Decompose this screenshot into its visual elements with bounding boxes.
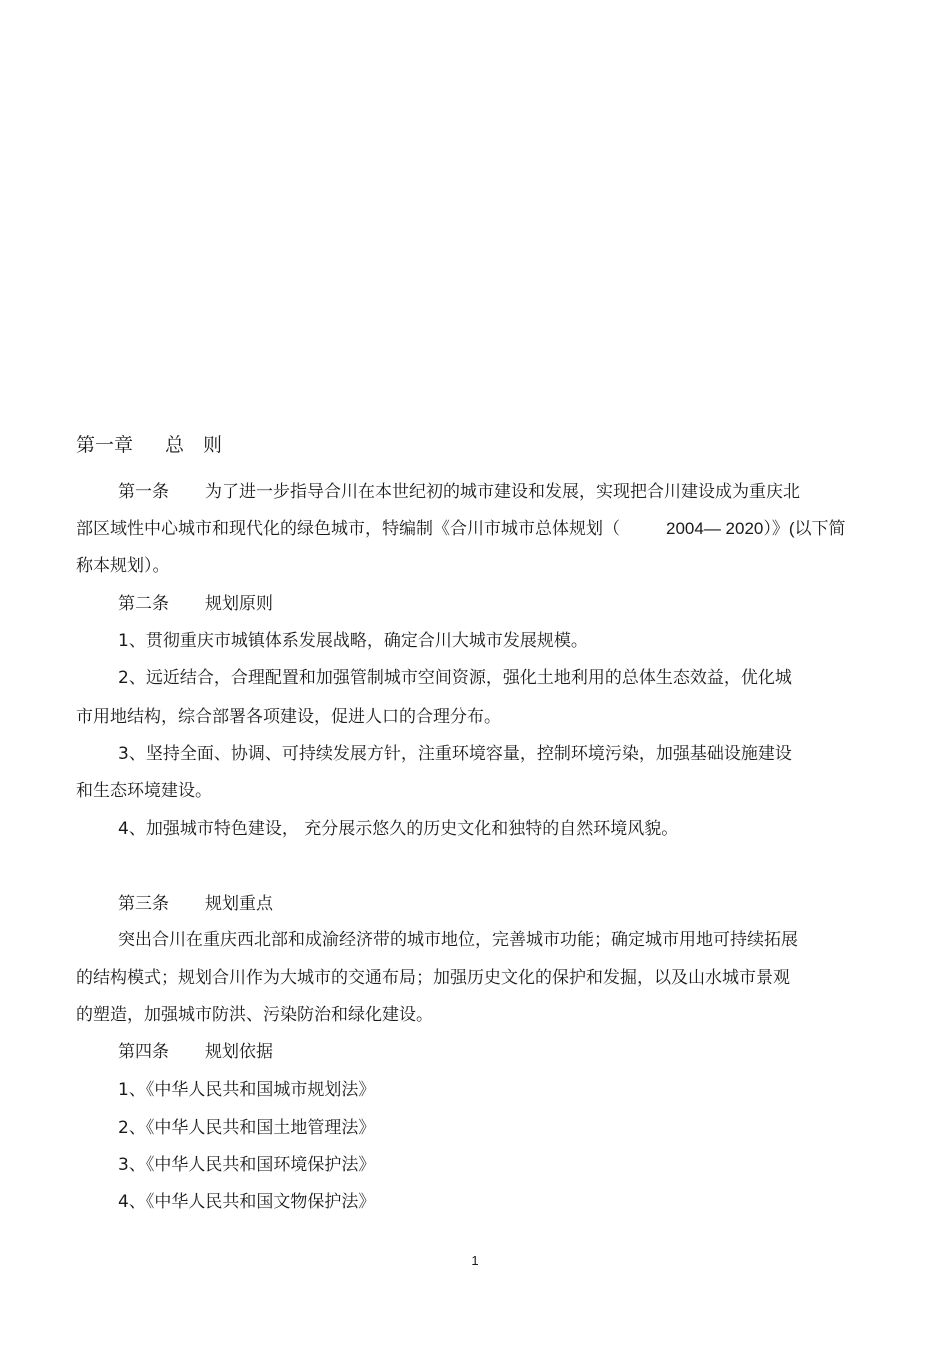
article2-item2-line1: 2、远近结合，合理配置和加强管制城市空间资源，强化土地利用的总体生态效益，优化城: [118, 668, 792, 688]
article4-item: 1、《中华人民共和国城市规划法》: [118, 1080, 376, 1100]
article2-label: 第二条: [118, 594, 169, 614]
article1-label: 第一条: [118, 482, 169, 502]
article4-label: 第四条: [118, 1042, 169, 1062]
article1-line2: [76, 518, 846, 540]
article4-heading: [118, 1041, 273, 1063]
article3-heading: [118, 893, 273, 915]
article4-item: 4、《中华人民共和国文物保护法》: [118, 1192, 376, 1212]
article2-item4: 4、加强城市特色建设， 充分展示悠久的历史文化和独特的自然环境风貌。: [118, 819, 679, 839]
article3-line1: 突出合川在重庆西北部和成渝经济带的城市地位，完善城市功能；确定城市用地可持续拓展: [118, 930, 798, 950]
article1-line1: [118, 481, 800, 503]
article1-line3: 称本规划）。: [76, 556, 170, 576]
page-number: 1: [471, 1253, 479, 1268]
article2-item3-line2: 和生态环境建设。: [76, 781, 212, 801]
article3-label: 第三条: [118, 894, 169, 914]
article2-heading: [118, 593, 273, 615]
article2-item2-line2: 市用地结构，综合部署各项建设，促进人口的合理分布。: [76, 707, 501, 727]
article2-title: 规划原则: [205, 594, 273, 614]
article4-item: 3、《中华人民共和国环境保护法》: [118, 1155, 376, 1175]
article3-line3: 的塑造，加强城市防洪、污染防治和绿化建设。: [76, 1005, 433, 1025]
article2-item3-line1: 3、坚持全面、协调、可持续发展方针，注重环境容量，控制环境污染，加强基础设施建设: [118, 744, 792, 764]
article4-title: 规划依据: [205, 1042, 273, 1062]
article1-text2b: 2004— 2020）》(以下简: [666, 519, 846, 538]
chapter-title: 总 则: [165, 434, 223, 456]
article4-item: 2、《中华人民共和国土地管理法》: [118, 1118, 376, 1138]
article3-line2: 的结构模式；规划合川作为大城市的交通布局；加强历史文化的保护和发掘，以及山水城市景观: [76, 968, 790, 988]
article2-item1: 1、贯彻重庆市城镇体系发展战略，确定合川大城市发展规模。: [118, 631, 588, 651]
article1-text1: 为了进一步指导合川在本世纪初的城市建设和发展，实现把合川建设成为重庆北: [205, 482, 800, 502]
chapter-heading: [76, 434, 222, 456]
article1-text2a: 部区域性中心城市和现代化的绿色城市，特编制《合川市城市总体规划（: [76, 519, 620, 539]
article3-title: 规划重点: [205, 894, 273, 914]
chapter-number: 第一章: [76, 434, 134, 456]
